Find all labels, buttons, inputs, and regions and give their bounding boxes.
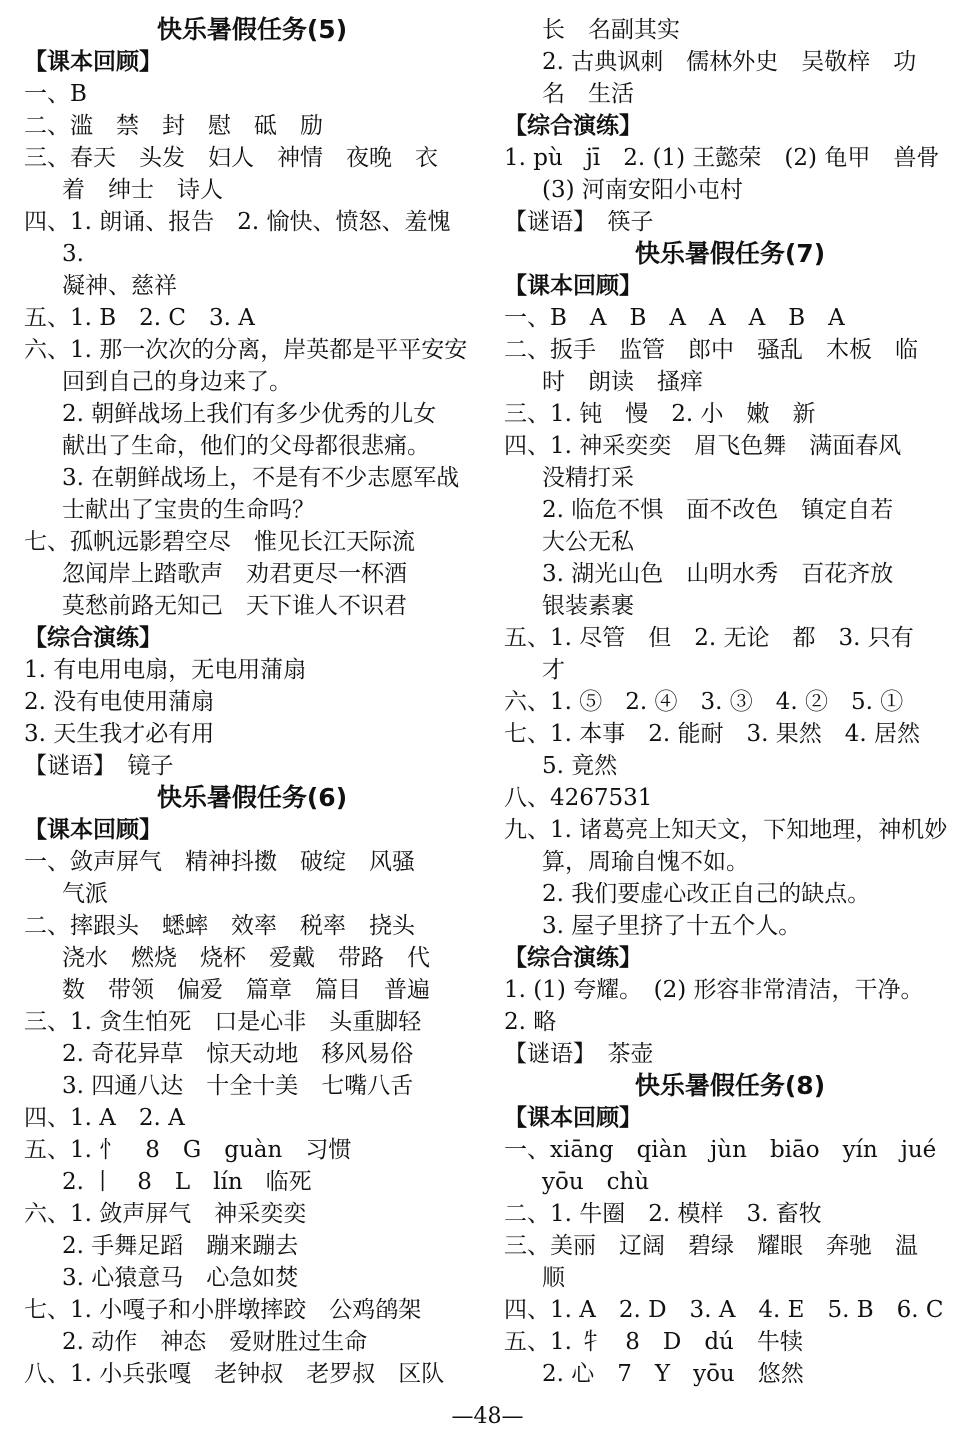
section-label: 【综合演练】 bbox=[504, 944, 642, 971]
answer-sub-item: 2. 临危不惧 面不改色 镇定自若 bbox=[542, 497, 894, 523]
answer-line: 3. 天生我才必有用 bbox=[24, 721, 215, 747]
section-title: 快乐暑假任务(8) bbox=[634, 1071, 826, 1100]
answer-sub-item: 2. 心 7 Y yōu 悠然 bbox=[542, 1361, 804, 1387]
answer-line: 【谜语】 茶壶 bbox=[504, 1041, 654, 1067]
answer-line: 三、美丽 辽阔 碧绿 耀眼 奔驰 温 bbox=[504, 1233, 918, 1259]
right-column bbox=[504, 14, 956, 1390]
answer-line-continued: 大公无私 bbox=[542, 529, 634, 555]
section-title: 快乐暑假任务(7) bbox=[634, 239, 826, 268]
section-label: 【课本回顾】 bbox=[24, 816, 162, 843]
answer-sub-item: 2. 朝鲜战场上我们有多少优秀的儿女 bbox=[62, 401, 437, 427]
answer-sub-item: 2. 丨 8 L lín 临死 bbox=[62, 1169, 312, 1195]
column-divider bbox=[489, 14, 490, 1394]
answer-line: 三、1. 贪生怕死 口是心非 头重脚轻 bbox=[24, 1009, 422, 1035]
answer-line: 1. pù jī 2. (1) 王懿荣 (2) 龟甲 兽骨 bbox=[504, 145, 940, 171]
answer-sub-item: 2. 我们要虚心改正自己的缺点。 bbox=[542, 881, 871, 907]
answer-line: 【谜语】 筷子 bbox=[504, 209, 654, 235]
answer-line: 1. 有电用电扇，无电用蒲扇 bbox=[24, 657, 307, 683]
answer-sub-item: 2. 奇花异草 惊天动地 移风易俗 bbox=[62, 1041, 414, 1067]
answer-line: 八、1. 小兵张嘎 老钟叔 老罗叔 区队 bbox=[24, 1361, 445, 1387]
answer-sub-item: 3. 湖光山色 山明水秀 百花齐放 bbox=[542, 561, 894, 587]
answer-sub-item: 2. 古典讽刺 儒林外史 吴敬梓 功 bbox=[542, 49, 917, 75]
page-number: —48— bbox=[451, 1404, 524, 1429]
answer-line: 五、1. 忄 8 G guàn 习惯 bbox=[24, 1137, 352, 1163]
answer-line: 四、1. A 2. D 3. A 4. E 5. B 6. C bbox=[504, 1297, 944, 1323]
answer-sub-item: 2. 动作 神态 爱财胜过生命 bbox=[62, 1329, 368, 1355]
answer-line-continued: 凝神、慈祥 bbox=[62, 273, 177, 299]
section-label: 【课本回顾】 bbox=[24, 48, 162, 75]
answer-line-continued: 名 生活 bbox=[542, 81, 634, 107]
answer-line: 七、1. 小嘎子和小胖墩摔跤 公鸡鹐架 bbox=[24, 1297, 422, 1323]
answer-line: 1. (1) 夸耀。 (2) 形容非常清洁，干净。 bbox=[504, 977, 924, 1003]
answer-line-continued: 数 带领 偏爱 篇章 篇目 普遍 bbox=[62, 977, 430, 1003]
answer-line-continued: 长 名副其实 bbox=[542, 17, 680, 43]
section-label: 【综合演练】 bbox=[504, 112, 642, 139]
answer-line-continued: 气派 bbox=[62, 881, 108, 907]
answer-line-continued: (3) 河南安阳小屯村 bbox=[542, 177, 743, 203]
answer-sub-item: 3. 在朝鲜战场上，不是有不少志愿军战 bbox=[62, 465, 460, 491]
section-title: 快乐暑假任务(6) bbox=[156, 783, 348, 812]
answer-line: 二、摔跟头 蟋蟀 效率 税率 挠头 bbox=[24, 913, 415, 939]
answer-line: 三、1. 钝 慢 2. 小 嫩 新 bbox=[504, 401, 816, 427]
answer-line-continued: yōu chù bbox=[542, 1169, 650, 1195]
answer-line: 六、1. 敛声屏气 神采奕奕 bbox=[24, 1201, 307, 1227]
answer-line: 二、扳手 监管 郎中 骚乱 木板 临 bbox=[504, 337, 918, 363]
answer-line: 五、1. 牜 8 D dú 牛犊 bbox=[504, 1329, 803, 1355]
answer-line: 七、孤帆远影碧空尽 惟见长江天际流 bbox=[24, 529, 415, 555]
section-title: 快乐暑假任务(5) bbox=[156, 15, 348, 44]
answer-line: 一、xiāng qiàn jùn biāo yín jué bbox=[504, 1137, 937, 1163]
answer-line-continued: 算，周瑜自愧不如。 bbox=[542, 849, 749, 875]
answer-line-continued: 士献出了宝贵的生命吗？ bbox=[62, 497, 315, 523]
answer-line: 四、1. 朗诵、报告 2. 愉快、愤怒、羞愧 3. bbox=[24, 209, 474, 267]
answer-line-continued: 时 朗读 搔痒 bbox=[542, 369, 703, 395]
answer-line: 七、1. 本事 2. 能耐 3. 果然 4. 居然 bbox=[504, 721, 921, 747]
answer-line-continued: 着 绅士 诗人 bbox=[62, 177, 223, 203]
answer-line: 二、1. 牛圈 2. 模样 3. 畜牧 bbox=[504, 1201, 822, 1227]
answer-sub-item: 3. 四通八达 十全十美 七嘴八舌 bbox=[62, 1073, 414, 1099]
answer-line: 四、1. A 2. A bbox=[24, 1105, 185, 1131]
answer-line-continued: 顺 bbox=[542, 1265, 565, 1291]
answer-line: 一、B A B A A A B A bbox=[504, 305, 845, 331]
answer-line: 六、1. ⑤ 2. ④ 3. ③ 4. ② 5. ① bbox=[504, 689, 904, 715]
answer-line-continued: 银装素裹 bbox=[542, 593, 634, 619]
answer-line: 三、春天 头发 妇人 神情 夜晚 衣 bbox=[24, 145, 438, 171]
answer-line: 六、1. 那一次次的分离，岸英都是平平安安 bbox=[24, 337, 468, 363]
answer-line-continued: 回到自己的身边来了。 bbox=[62, 369, 292, 395]
section-label: 【课本回顾】 bbox=[504, 272, 642, 299]
answer-line: 【谜语】 镜子 bbox=[24, 753, 174, 779]
answer-sub-item: 2. 手舞足蹈 蹦来蹦去 bbox=[62, 1233, 299, 1259]
answer-line: 2. 略 bbox=[504, 1009, 557, 1035]
left-column bbox=[24, 14, 480, 1390]
answer-line-continued: 没精打采 bbox=[542, 465, 634, 491]
answer-line: 四、1. 神采奕奕 眉飞色舞 满面春风 bbox=[504, 433, 902, 459]
answer-line: 八、4267531 bbox=[504, 785, 653, 811]
answer-line: 2. 没有电使用蒲扇 bbox=[24, 689, 215, 715]
answer-line-continued: 莫愁前路无知己 天下谁人不识君 bbox=[62, 593, 407, 619]
answer-line: 九、1. 诸葛亮上知天文，下知地理，神机妙 bbox=[504, 817, 948, 843]
answer-line: 五、1. 尽管 但 2. 无论 都 3. 只有 才 bbox=[504, 625, 937, 683]
answer-sub-item: 5. 竟然 bbox=[542, 753, 618, 779]
answer-line: 一、敛声屏气 精神抖擞 破绽 风骚 bbox=[24, 849, 415, 875]
answer-line: 二、滥 禁 封 慰 砥 励 bbox=[24, 113, 323, 139]
section-label: 【课本回顾】 bbox=[504, 1104, 642, 1131]
section-label: 【综合演练】 bbox=[24, 624, 162, 651]
answer-line-continued: 献出了生命，他们的父母都很悲痛。 bbox=[62, 433, 430, 459]
answer-sub-item: 3. 屋子里挤了十五个人。 bbox=[542, 913, 802, 939]
answer-sub-item: 3. 心猿意马 心急如焚 bbox=[62, 1265, 299, 1291]
answer-line-continued: 忽闻岸上踏歌声 劝君更尽一杯酒 bbox=[62, 561, 407, 587]
answer-line-continued: 浇水 燃烧 烧杯 爱戴 带路 代 bbox=[62, 945, 430, 971]
answer-line: 五、1. B 2. C 3. A bbox=[24, 305, 255, 331]
answer-line: 一、B bbox=[24, 81, 87, 107]
